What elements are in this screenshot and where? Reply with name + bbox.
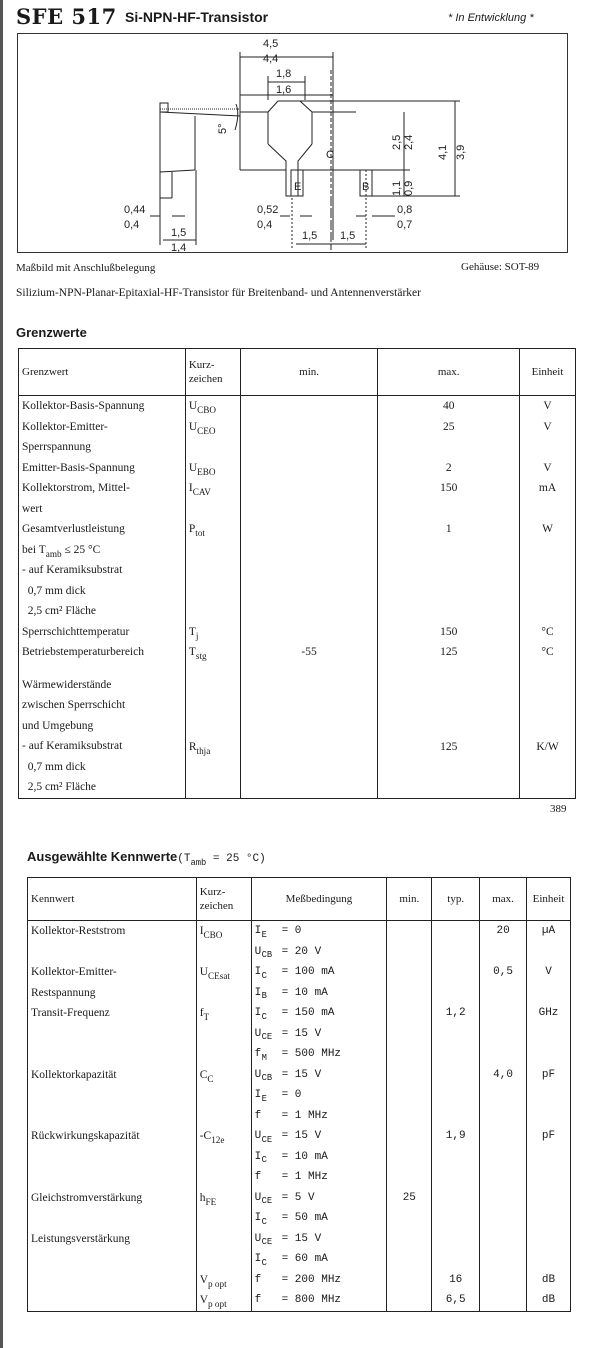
dim-3-9: 3,9 [455, 144, 467, 160]
side-tab [160, 103, 168, 112]
symbol: $I_{CAV}$ [188, 482, 211, 498]
limits-row [19, 478, 576, 519]
characteristics-row [28, 1126, 571, 1188]
dim-0-8: 0,8 [397, 204, 413, 216]
limits-row [19, 458, 576, 479]
dim-0-4-pin: 0,4 [257, 219, 273, 231]
parameter-name-line [31, 1290, 193, 1311]
value-typ: 16 [432, 1270, 480, 1291]
condition: f = 200 MHz [254, 1273, 342, 1286]
parameter-name-line: Gleichstromverstärkung [31, 1191, 143, 1204]
limits-row [19, 417, 576, 458]
parameter-name [28, 1003, 197, 1065]
page-number: 389 [550, 803, 567, 815]
condition: fM = 500 MHz [254, 1048, 342, 1063]
value-min [240, 396, 378, 417]
dim-0-7: 0,7 [397, 219, 413, 231]
condition: f = 1 MHz [254, 1109, 328, 1122]
symbol: $T_j$ [188, 625, 199, 641]
value-unit [527, 1229, 571, 1270]
characteristics-table [27, 877, 571, 1312]
parameter-name-line: Transit-Frequenz [31, 1007, 110, 1019]
value-unit: pF [527, 1126, 571, 1188]
col-header-condition: Meßbedingung [251, 878, 387, 921]
symbol [200, 1229, 248, 1250]
dim-0-9: 0,9 [403, 180, 415, 196]
symbol: $V_{p opt}$ [199, 1294, 227, 1310]
value-max: 150 [378, 622, 520, 643]
symbol-cell [196, 1229, 251, 1270]
dim-1-5-side: 1,5 [171, 227, 187, 239]
symbol-cell [185, 663, 240, 799]
condition: UCB = 15 V [254, 1068, 322, 1084]
symbol-cell [185, 642, 240, 663]
symbol: $U_{EBO}$ [188, 461, 216, 477]
parameter-name-line [31, 1270, 193, 1291]
col-header-max: max. [480, 878, 527, 921]
parameter-name-line: und Umgebung [22, 719, 94, 732]
symbol: $P_{tot}$ [188, 523, 205, 539]
limits-header-row [19, 349, 576, 396]
part-number: SFE 517 [16, 4, 117, 29]
parameter-name-line: Leistungsverstärkung [31, 1232, 131, 1245]
value-min [240, 458, 378, 479]
parameter-name-line: - auf Keramiksubstrat [22, 564, 123, 576]
value-unit: dB [527, 1270, 571, 1291]
value-unit: µA [527, 921, 571, 963]
condition-cell [251, 1229, 387, 1270]
parameter-name [19, 478, 186, 519]
col-header-unit: Einheit [520, 349, 576, 396]
parameter-name-line: Kollektorkapazität [31, 1068, 117, 1081]
symbol-cell [185, 622, 240, 643]
parameter-name [19, 396, 186, 417]
value-unit: GHz [527, 1003, 571, 1065]
value-typ [432, 1065, 480, 1127]
value-min [387, 1290, 432, 1311]
value-min: -55 [240, 642, 378, 663]
symbol: $f_T$ [199, 1007, 210, 1023]
value-max: 1 [378, 519, 520, 622]
parameter-name [19, 458, 186, 479]
value-max: 40 [378, 396, 520, 417]
symbol: $U_{CEO}$ [188, 420, 216, 436]
value-max: 4,0 [480, 1065, 527, 1127]
parameter-name [28, 1126, 197, 1188]
package-type: Gehäuse: SOT-89 [461, 261, 540, 273]
parameter-name [19, 642, 186, 663]
limits-row [19, 642, 576, 663]
value-min [387, 1270, 432, 1291]
parameter-name [28, 1188, 197, 1229]
characteristics-row [28, 1003, 571, 1065]
parameter-name-line: 0,7 mm dick [22, 760, 86, 773]
parameter-name-line: Kollektorstrom, Mittel- [22, 482, 130, 494]
condition: IC = 10 mA [254, 1150, 328, 1166]
value-unit: mA [520, 478, 576, 519]
dim-4-1: 4,1 [437, 144, 449, 160]
limits-row [19, 663, 576, 799]
condition-cell [251, 1188, 387, 1229]
condition-cell [251, 1126, 387, 1188]
parameter-name-line: 0,7 mm dick [22, 584, 86, 597]
symbol-cell [196, 1290, 251, 1311]
parameter-name-line: zwischen Sperrschicht [22, 699, 126, 711]
value-min [387, 1065, 432, 1127]
parameter-name [19, 663, 186, 799]
pin-c-label: C [326, 149, 334, 161]
condition: UCE = 15 V [254, 1130, 322, 1145]
parameter-name-line: Wärmewiderstände [22, 678, 112, 691]
symbol: $T_{stg}$ [188, 646, 207, 662]
condition: UCE = 15 V [254, 1027, 322, 1043]
value-min [240, 622, 378, 643]
characteristics-row [28, 1065, 571, 1127]
condition: IC = 100 mA [254, 966, 335, 981]
value-min [387, 1229, 432, 1270]
value-typ [432, 921, 480, 963]
value-unit: pF [527, 1065, 571, 1127]
condition: UCE = 5 V [254, 1191, 315, 1207]
parameter-name-line: 2,5 cm² Fläche [22, 781, 97, 793]
parameter-name-line: wert [22, 502, 43, 515]
dim-pitch-2: 1,5 [340, 230, 356, 242]
condition-cell [251, 1290, 387, 1311]
value-min [387, 921, 432, 963]
condition-cell [251, 921, 387, 963]
condition: UCE = 15 V [254, 1232, 322, 1248]
symbol: $-C_{12e}$ [199, 1130, 225, 1146]
value-unit: °C [520, 642, 576, 663]
symbol-cell [196, 962, 251, 1003]
parameter-name-line: Kollektor-Reststrom [31, 925, 126, 937]
characteristics-title: Ausgewählte Kennwerte [27, 849, 178, 864]
dim-1-1: 1,1 [391, 180, 403, 196]
value-min [240, 478, 378, 519]
dim-1-8: 1,8 [276, 68, 292, 80]
dim-0-4-side: 0,4 [124, 219, 140, 231]
col-header-symbol: Kurz- zeichen [185, 349, 240, 396]
characteristics-row [28, 1188, 571, 1229]
characteristics-condition: ($T_{amb} = 25$ °C) [177, 853, 266, 868]
symbol-cell [196, 1003, 251, 1065]
col-header-unit: Einheit [527, 878, 571, 921]
limits-table [18, 348, 576, 799]
parameter-name-line: 2,5 cm² Fläche [22, 605, 97, 617]
drawing-caption: Maßbild mit Anschlußbelegung [16, 262, 156, 274]
dim-pitch-1: 1,5 [302, 230, 318, 242]
parameter-name-line: Kollektor-Emitter- [22, 420, 108, 433]
characteristics-header-row [28, 878, 571, 921]
value-unit: K/W [520, 663, 576, 799]
symbol-cell [185, 519, 240, 622]
value-min [240, 663, 378, 799]
col-header-max: max. [378, 349, 520, 396]
value-max [480, 1003, 527, 1065]
col-header-name: Grenzwert [19, 349, 186, 396]
dim-2-5: 2,5 [391, 134, 403, 150]
condition: IC = 50 mA [254, 1212, 328, 1227]
symbol: $U_{CBO}$ [188, 400, 217, 416]
parameter-name [28, 1270, 197, 1291]
symbol: $h_{FE}$ [199, 1191, 217, 1207]
col-header-min: min. [387, 878, 432, 921]
value-typ [432, 1229, 480, 1270]
package-drawing [0, 0, 600, 260]
limits-row [19, 519, 576, 622]
col-header-symbol: Kurz- zeichen [196, 878, 251, 921]
value-unit: V [520, 396, 576, 417]
parameter-name [28, 1290, 197, 1311]
device-description: Silizium-NPN-Planar-Epitaxial-HF-Transistor für Breitenband- und Antennenverstärker [16, 287, 421, 299]
dim-4-4: 4,4 [263, 53, 279, 65]
condition-cell [251, 1003, 387, 1065]
symbol-cell [185, 458, 240, 479]
parameter-name [19, 519, 186, 622]
value-max: 2 [378, 458, 520, 479]
parameter-name-line: Kollektor-Basis-Spannung [22, 400, 145, 412]
symbol-cell [185, 417, 240, 458]
value-max: 125 [378, 642, 520, 663]
symbol-cell [196, 1126, 251, 1188]
parameter-name [19, 622, 186, 643]
value-min [387, 962, 432, 1003]
characteristics-row [28, 1229, 571, 1270]
condition: IC = 60 mA [254, 1253, 328, 1268]
value-min [387, 1126, 432, 1188]
parameter-name-line: Sperrspannung [22, 441, 91, 453]
col-header-min: min. [240, 349, 378, 396]
characteristics-row [28, 1290, 571, 1311]
value-max [480, 1126, 527, 1188]
characteristics-row [28, 921, 571, 963]
characteristics-row [28, 962, 571, 1003]
value-max: 0,5 [480, 962, 527, 1003]
limits-row [19, 396, 576, 417]
parameter-name-line: Restspannung [31, 986, 96, 999]
condition: IE = 0 [254, 1089, 302, 1104]
value-min [240, 417, 378, 458]
condition: IB = 10 mA [254, 986, 328, 1002]
symbol-cell [196, 1188, 251, 1229]
parameter-name-line: Emitter-Basis-Spannung [22, 461, 135, 474]
value-min [387, 1003, 432, 1065]
value-min [240, 519, 378, 622]
parameter-name [28, 1229, 197, 1270]
value-unit: °C [520, 622, 576, 643]
parameter-name [28, 921, 197, 963]
value-typ [432, 962, 480, 1003]
value-unit [527, 1188, 571, 1229]
characteristics-row [28, 1270, 571, 1291]
characteristics-heading [27, 846, 266, 868]
dim-4-5: 4,5 [263, 38, 279, 50]
parameter-name [28, 962, 197, 1003]
value-max [480, 1229, 527, 1270]
symbol: $U_{CEsat}$ [199, 966, 230, 982]
value-max [480, 1188, 527, 1229]
value-max [480, 1270, 527, 1291]
limits-heading: Grenzwerte [16, 325, 87, 340]
condition-cell [251, 962, 387, 1003]
value-unit: V [527, 962, 571, 1003]
symbol: $V_{p opt}$ [199, 1273, 227, 1289]
dim-0-44: 0,44 [124, 204, 146, 216]
limits-row [19, 622, 576, 643]
value-max [480, 1290, 527, 1311]
symbol-cell [185, 478, 240, 519]
parameter-name [28, 1065, 197, 1127]
symbol: $C_C$ [199, 1068, 214, 1084]
symbol: $I_{CBO}$ [199, 925, 223, 941]
condition: IC = 150 mA [254, 1007, 335, 1022]
parameter-name-line: Sperrschichttemperatur [22, 625, 130, 638]
value-typ: 1,2 [432, 1003, 480, 1065]
pin-b-label: B [362, 181, 370, 193]
value-max: 25 [378, 417, 520, 458]
col-header-typ: typ. [432, 878, 480, 921]
parameter-name-line: - auf Keramiksubstrat [22, 740, 123, 752]
parameter-name-line: bei $T_{amb} \le 25$ °C [22, 543, 101, 559]
condition-cell [251, 1065, 387, 1127]
value-max: 150 [378, 478, 520, 519]
value-typ: 1,9 [432, 1126, 480, 1188]
parameter-name-line: Kollektor-Emitter- [31, 966, 117, 978]
value-max: 20 [480, 921, 527, 963]
condition: f = 1 MHz [254, 1171, 328, 1183]
parameter-name [19, 417, 186, 458]
condition: UCB = 20 V [254, 945, 322, 961]
value-unit: V [520, 417, 576, 458]
value-unit: dB [527, 1290, 571, 1311]
dim-2-4: 2,4 [403, 134, 415, 150]
parameter-name-line: Betriebstemperaturbereich [22, 646, 144, 658]
symbol-cell [196, 1270, 251, 1291]
parameter-name-line: Gesamtverlustleistung [22, 523, 125, 535]
value-min: 25 [387, 1188, 432, 1229]
pin-e-label: E [294, 181, 302, 193]
dim-1-6: 1,6 [276, 84, 292, 96]
angle-label: 5° [217, 123, 229, 134]
value-max: 125 [378, 663, 520, 799]
condition: f = 800 MHz [254, 1294, 342, 1306]
status-note: * In Entwicklung * [448, 12, 534, 24]
parameter-name-line: Rückwirkungskapazität [31, 1130, 140, 1142]
value-typ [432, 1188, 480, 1229]
dim-0-52: 0,52 [257, 204, 279, 216]
part-type: Si-NPN-HF-Transistor [125, 9, 269, 25]
symbol-cell [196, 1065, 251, 1127]
value-typ: 6,5 [432, 1290, 480, 1311]
symbol-cell [185, 396, 240, 417]
dim-1-4-side: 1,4 [171, 242, 187, 254]
value-unit: W [520, 519, 576, 622]
value-unit: V [520, 458, 576, 479]
condition: IE = 0 [254, 925, 302, 940]
symbol: $R_{thja}$ [188, 740, 211, 756]
col-header-name: Kennwert [28, 878, 197, 921]
symbol-cell [196, 921, 251, 963]
